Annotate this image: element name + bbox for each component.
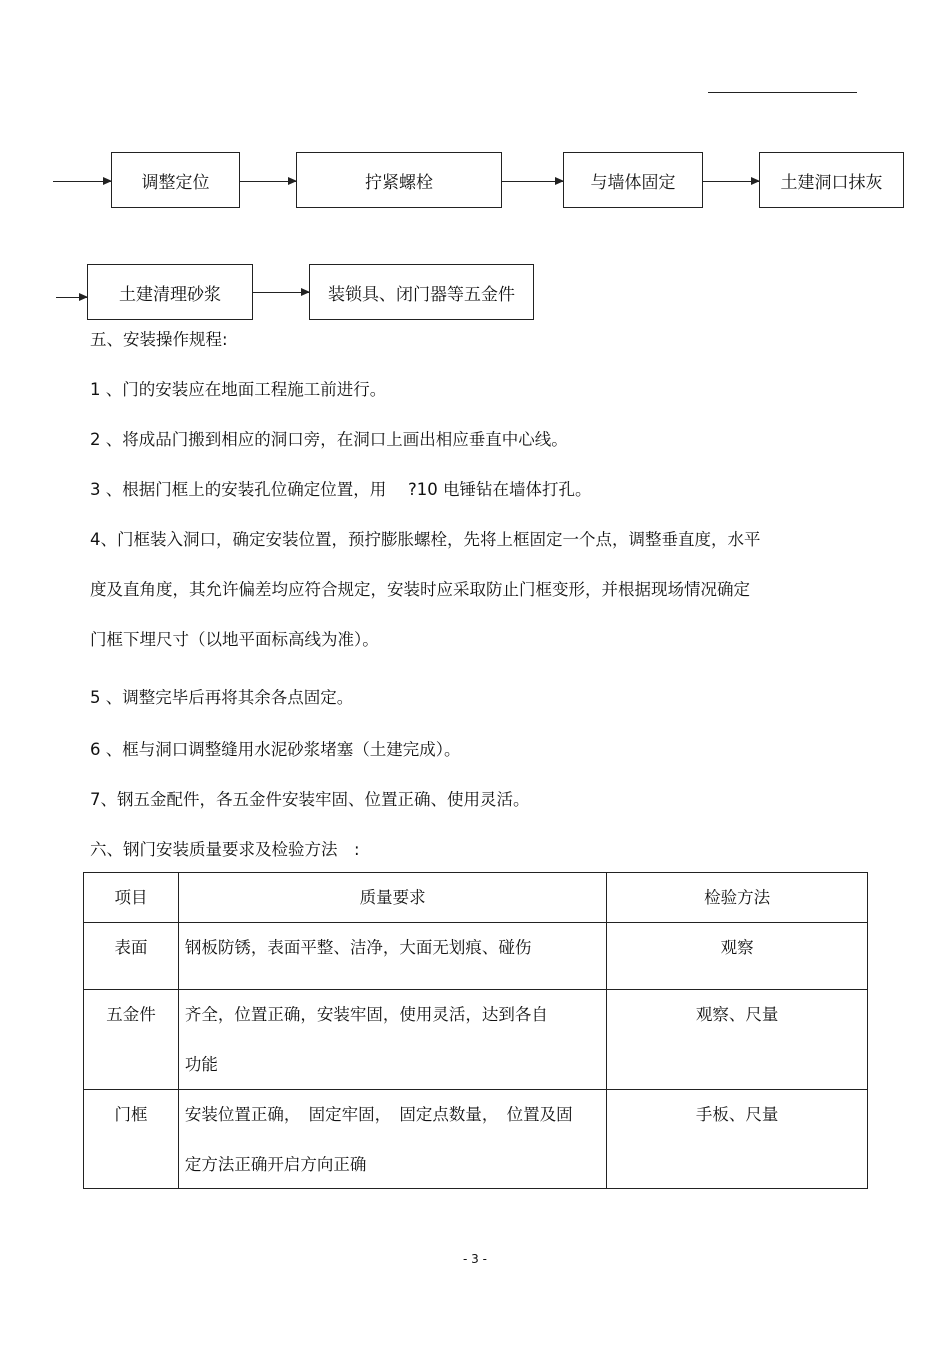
flow-step-fix-wall xyxy=(563,152,703,208)
requirement-cell xyxy=(178,1090,606,1189)
method-text: 观察、尺量 xyxy=(695,1005,779,1024)
procedure-item: 3 、根据门框上的安装孔位确定位置，用 ?10 电锤钻在墙体打孔。 xyxy=(90,480,592,499)
requirement-cell xyxy=(178,923,606,990)
method-text: 手板、尺量 xyxy=(695,1105,779,1124)
flow-step-adjust xyxy=(111,152,240,208)
header-label: 质量要求 xyxy=(359,888,426,907)
requirement-text-cont: 定方法正确开启方向正确 xyxy=(184,1155,367,1174)
method-cell xyxy=(607,990,868,1090)
item-label: 门框 xyxy=(114,1105,148,1124)
procedure-item: 5 、调整完毕后再将其余各点固定。 xyxy=(90,688,354,707)
flow-arrow xyxy=(53,181,111,182)
item-cell xyxy=(84,923,179,990)
flow-arrow xyxy=(240,181,296,182)
requirement-text: 齐全，位置正确，安装牢固，使用灵活，达到各自 xyxy=(184,1005,548,1024)
method-text: 观察 xyxy=(720,938,754,957)
header-cell xyxy=(607,873,868,923)
table-row xyxy=(84,1090,868,1189)
requirement-cell xyxy=(178,990,606,1090)
flow-step-hardware xyxy=(309,264,534,320)
requirement-text-cont: 功能 xyxy=(184,1055,218,1074)
procedure-item: 1 、门的安装应在地面工程施工前进行。 xyxy=(90,380,387,399)
procedure-item-cont: 度及直角度，其允许偏差均应符合规定，安装时应采取防止门框变形，并根据现场情况确定 xyxy=(90,580,750,599)
page-number: - 3 - xyxy=(463,1252,487,1266)
requirement-text: 安装位置正确， 固定牢固， 固定点数量， 位置及固 xyxy=(184,1105,573,1124)
flow-step-label: 与墙体固定 xyxy=(590,172,676,193)
header-label: 检验方法 xyxy=(704,888,771,907)
table-row xyxy=(84,990,868,1090)
method-cell xyxy=(607,1090,868,1189)
table-row xyxy=(84,923,868,990)
flow-arrow xyxy=(56,297,87,298)
flow-step-label: 拧紧螺栓 xyxy=(365,172,433,193)
header-cell xyxy=(84,873,179,923)
procedure-item: 7、钢五金配件，各五金件安装牢固、位置正确、使用灵活。 xyxy=(90,790,530,809)
requirement-text: 钢板防锈，表面平整、洁净，大面无划痕、碰伤 xyxy=(184,938,532,957)
quality-table xyxy=(83,872,868,1189)
flow-step-clean xyxy=(87,264,253,320)
flow-step-label: 调整定位 xyxy=(141,172,210,193)
procedure-item: 4、门框装入洞口，确定安装位置，预拧膨胀螺栓，先将上框固定一个点，调整垂直度，水平 xyxy=(90,530,761,549)
item-label: 表面 xyxy=(114,938,148,957)
table-header-row xyxy=(84,873,868,923)
flow-arrow xyxy=(703,181,759,182)
item-label: 五金件 xyxy=(106,1005,156,1024)
flow-step-tighten xyxy=(296,152,502,208)
procedure-item: 6 、框与洞口调整缝用水泥砂浆堵塞（土建完成）。 xyxy=(90,740,461,759)
procedure-item: 2 、将成品门搬到相应的洞口旁，在洞口上画出相应垂直中心线。 xyxy=(90,430,568,449)
flow-arrow xyxy=(502,181,563,182)
flow-step-plaster xyxy=(759,152,904,208)
flow-step-label: 土建清理砂浆 xyxy=(119,284,221,305)
flow-arrow xyxy=(253,292,309,293)
flow-step-label: 装锁具、闭门器等五金件 xyxy=(328,284,515,305)
header-label: 项目 xyxy=(114,888,148,907)
flow-step-label: 土建洞口抹灰 xyxy=(780,172,883,193)
item-cell xyxy=(84,990,179,1090)
header-cell xyxy=(178,873,606,923)
method-cell xyxy=(607,923,868,990)
top-rule xyxy=(708,92,857,93)
procedure-item-cont: 门框下埋尺寸（以地平面标高线为准）。 xyxy=(90,630,379,649)
section-heading: 五、安装操作规程: xyxy=(90,330,228,349)
section-heading: 六、钢门安装质量要求及检验方法 : xyxy=(90,840,360,859)
item-cell xyxy=(84,1090,179,1189)
